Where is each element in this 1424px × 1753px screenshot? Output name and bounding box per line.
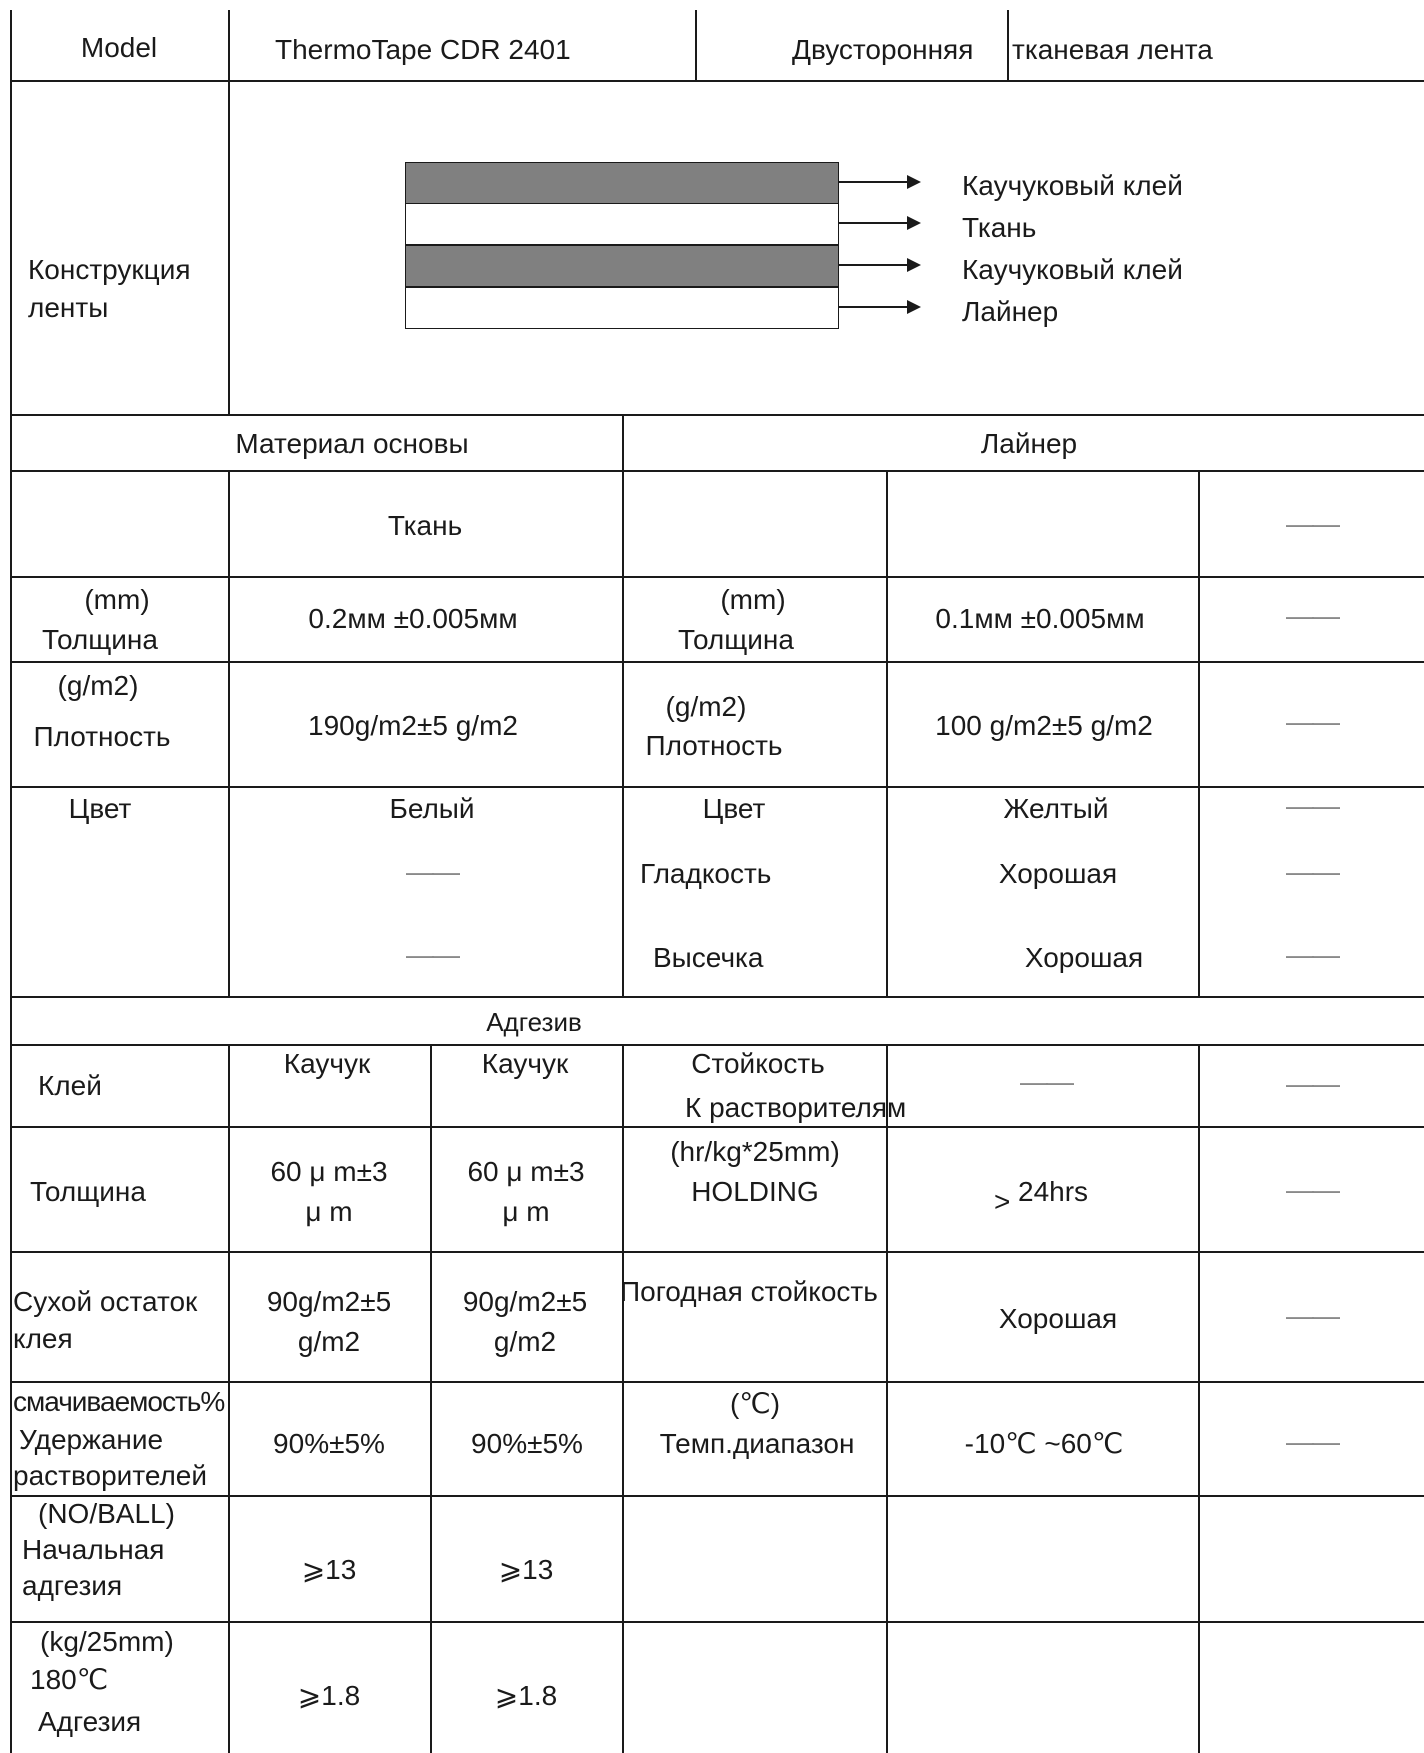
liner-density-label: Плотность (645, 730, 783, 761)
temperature-range-label: Темп.диапазон (659, 1428, 855, 1459)
section-adhesive: Адгезив (486, 1007, 582, 1037)
base-thickness-value: 0.2мм ±0.005мм (308, 603, 518, 634)
empty-cell: —— (1286, 508, 1338, 539)
dry-residue-value: 90g/m2±5 (462, 1286, 588, 1317)
section-base-material: Материал основы (235, 428, 469, 459)
solvent-resistance-label: К растворителям (685, 1092, 907, 1123)
row-divider (10, 414, 1424, 416)
adhesive-thickness-value: μ m (305, 1196, 353, 1227)
adhesive-type-value: Каучук (283, 1048, 371, 1079)
wetting-label: Удержание (19, 1424, 164, 1455)
empty-cell: —— (1020, 1066, 1072, 1097)
initial-tack-label: адгезия (22, 1570, 123, 1601)
row-divider (10, 1495, 1424, 1497)
construction-label: Конструкция (28, 254, 191, 285)
solvent-resistance-label: Стойкость (691, 1048, 825, 1079)
unit-label: (℃) (729, 1388, 781, 1419)
wetting-value: 90%±5% (273, 1428, 385, 1459)
row-divider (10, 661, 1424, 663)
row-divider (10, 1381, 1424, 1383)
row-divider (10, 1621, 1424, 1623)
peel-adhesion-label: 180℃ (30, 1664, 109, 1695)
arrow-icon (839, 306, 919, 308)
empty-cell: —— (1286, 1426, 1338, 1457)
layer-fabric (405, 203, 839, 245)
row-divider (10, 996, 1424, 998)
unit-label: (g/m2) (57, 670, 139, 701)
peel-adhesion-value: ⩾1.8 (494, 1680, 558, 1711)
base-density-label: Плотность (33, 721, 171, 752)
adhesive-thickness-value: 60 μ m±3 (467, 1156, 585, 1187)
dry-residue-label: Сухой остаток (13, 1286, 198, 1317)
liner-thickness-label: Толщина (678, 624, 794, 655)
initial-tack-label: Начальная (22, 1534, 165, 1565)
weather-resistance-label: Погодная стойкость (620, 1276, 878, 1307)
layer-rubber-adhesive (405, 162, 839, 204)
empty-cell: —— (406, 939, 458, 970)
column-divider (228, 1044, 230, 1753)
arrow-icon (839, 264, 919, 266)
column-divider (10, 10, 12, 1753)
wetting-label: смачиваемость% (13, 1386, 225, 1417)
column-divider (228, 10, 230, 414)
temperature-range-value: -10℃ ~60℃ (964, 1428, 1124, 1459)
layer-label: Лайнер (962, 296, 1059, 327)
adhesive-type-label: Клей (38, 1070, 102, 1101)
product-description: Двусторонняя (792, 34, 974, 65)
empty-cell: —— (1286, 1068, 1338, 1099)
dry-residue-value: g/m2 (493, 1326, 557, 1357)
liner-color-label: Цвет (702, 793, 766, 824)
adhesive-thickness-value: 60 μ m±3 (270, 1156, 388, 1187)
column-divider (622, 1044, 624, 1753)
dry-residue-value: g/m2 (297, 1326, 361, 1357)
section-liner: Лайнер (980, 428, 1078, 459)
holding-sign: > (994, 1186, 1011, 1217)
row-divider (10, 1126, 1424, 1128)
column-divider (886, 470, 888, 996)
arrow-icon (839, 181, 919, 183)
empty-cell: —— (1286, 706, 1338, 737)
initial-tack-value: ⩾13 (498, 1554, 554, 1585)
column-divider (1198, 470, 1200, 996)
peel-adhesion-label: Адгезия (38, 1706, 142, 1737)
empty-cell: —— (1286, 790, 1338, 821)
base-density-value: 190g/m2±5 g/m2 (308, 710, 518, 741)
liner-thickness-value: 0.1мм ±0.005мм (935, 603, 1145, 634)
initial-tack-value: ⩾13 (301, 1554, 357, 1585)
holding-value: 24hrs (1018, 1176, 1089, 1207)
column-divider (1198, 1044, 1200, 1753)
liner-smoothness-value: Хорошая (998, 858, 1118, 889)
base-thickness-label: Толщина (42, 624, 158, 655)
unit-label: (mm) (720, 584, 786, 615)
empty-cell: —— (406, 856, 458, 887)
construction-label: ленты (28, 292, 109, 323)
liner-die-cut-value: Хорошая (1024, 942, 1144, 973)
product-description: тканевая лента (1012, 34, 1213, 65)
base-color-value: Белый (389, 793, 475, 824)
column-divider (695, 10, 697, 80)
unit-label: (mm) (84, 584, 150, 615)
empty-cell: —— (1286, 1300, 1338, 1331)
column-divider (886, 1044, 888, 1753)
arrow-icon (839, 222, 919, 224)
unit-label: (kg/25mm) (40, 1626, 174, 1657)
unit-label: (hr/kg*25mm) (670, 1136, 840, 1167)
wetting-value: 90%±5% (471, 1428, 583, 1459)
layer-label: Каучуковый клей (962, 254, 1183, 285)
layer-rubber-adhesive (405, 245, 839, 287)
row-divider (10, 1044, 1424, 1046)
row-divider (10, 576, 1424, 578)
row-divider (10, 470, 1424, 472)
empty-cell: —— (1286, 939, 1338, 970)
holding-label: HOLDING (691, 1176, 819, 1207)
row-divider (10, 1251, 1424, 1253)
adhesive-thickness-label: Толщина (30, 1176, 146, 1207)
weather-resistance-value: Хорошая (998, 1303, 1118, 1334)
column-divider (1007, 10, 1009, 80)
base-color-label: Цвет (68, 793, 132, 824)
base-material-value: Ткань (387, 510, 463, 541)
liner-smoothness-label: Гладкость (640, 858, 772, 889)
empty-cell: —— (1286, 600, 1338, 631)
unit-label: (NO/BALL) (38, 1498, 175, 1529)
peel-adhesion-value: ⩾1.8 (297, 1680, 361, 1711)
row-divider (10, 80, 1424, 82)
empty-cell: —— (1286, 856, 1338, 887)
model-value: ThermoTape CDR 2401 (275, 34, 571, 65)
layer-liner (405, 287, 839, 329)
column-divider (430, 1044, 432, 1753)
empty-cell: —— (1286, 1174, 1338, 1205)
model-label: Model (80, 32, 158, 63)
dry-residue-value: 90g/m2±5 (266, 1286, 392, 1317)
column-divider (622, 414, 624, 996)
layer-label: Каучуковый клей (962, 170, 1183, 201)
adhesive-type-value: Каучук (481, 1048, 569, 1079)
unit-label: (g/m2) (665, 691, 747, 722)
adhesive-thickness-value: μ m (502, 1196, 550, 1227)
layer-label: Ткань (962, 212, 1037, 243)
wetting-label: растворителей (13, 1460, 208, 1491)
liner-density-value: 100 g/m2±5 g/m2 (935, 710, 1153, 741)
liner-die-cut-label: Высечка (653, 942, 764, 973)
row-divider (10, 786, 1424, 788)
dry-residue-label: клея (13, 1323, 73, 1354)
column-divider (228, 470, 230, 996)
liner-color-value: Желтый (1003, 793, 1109, 824)
